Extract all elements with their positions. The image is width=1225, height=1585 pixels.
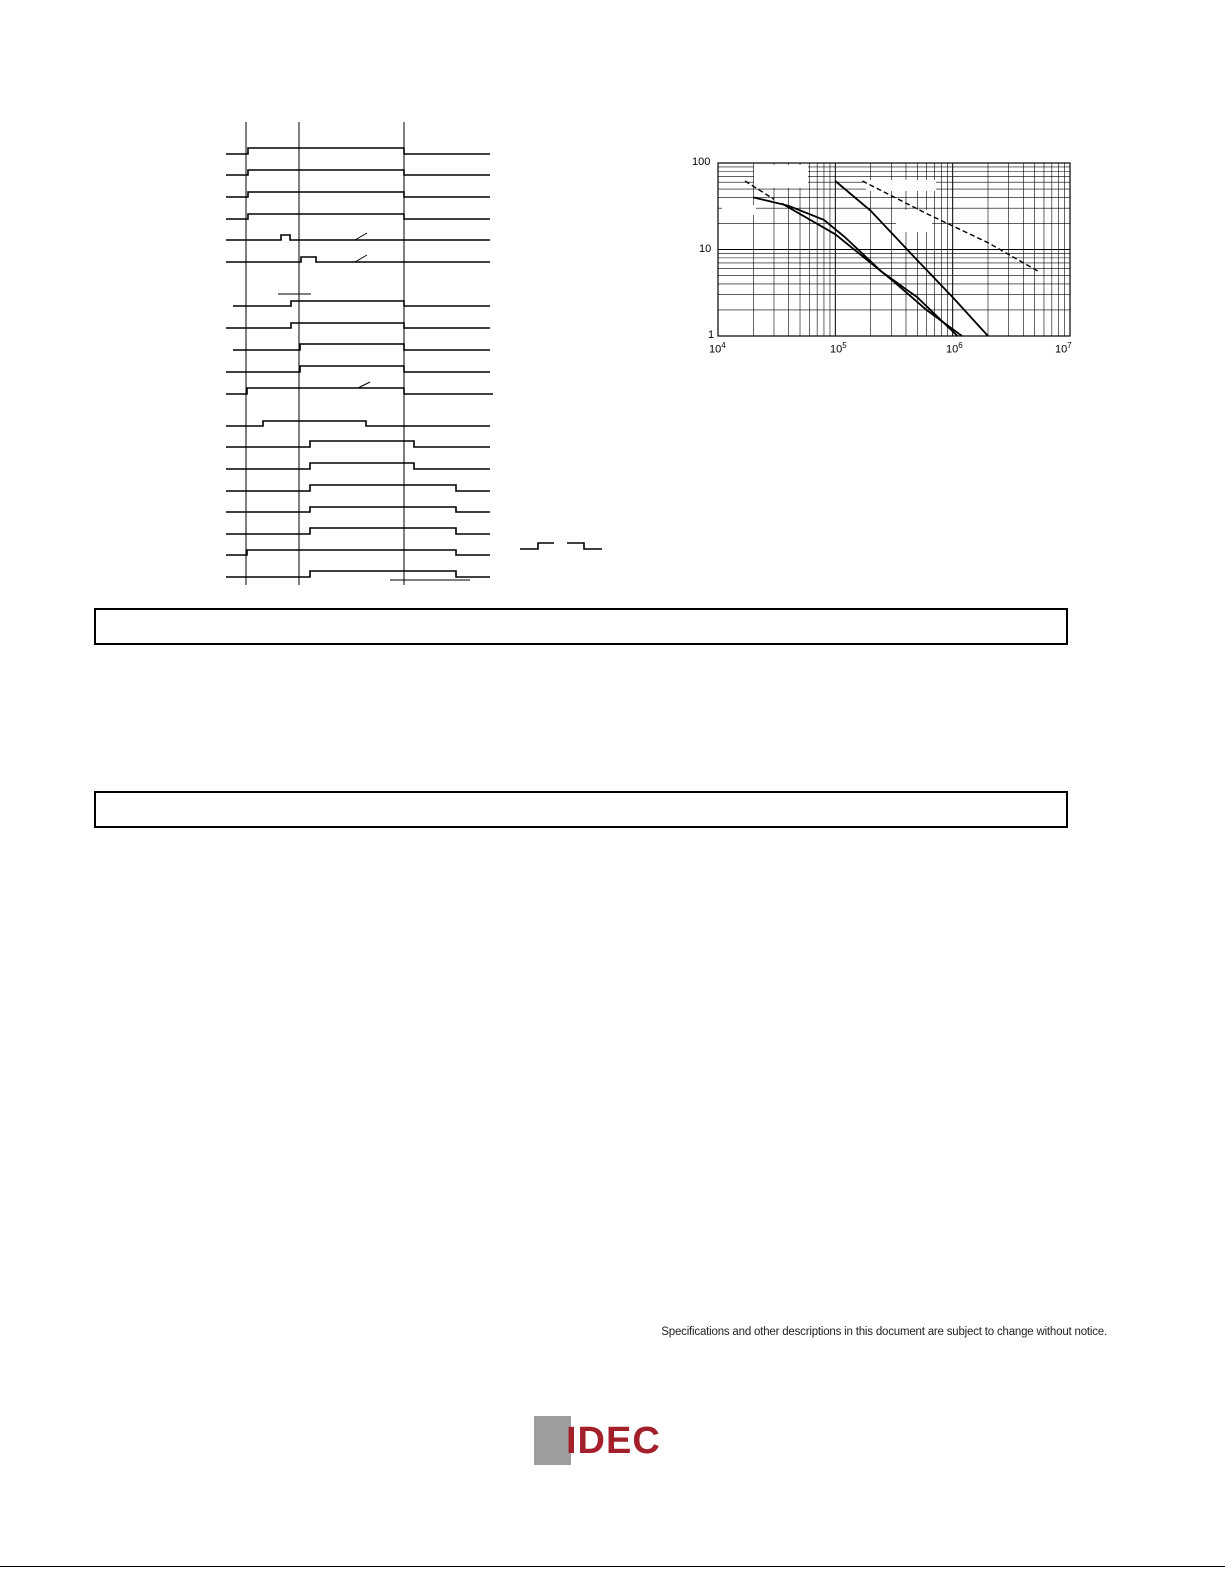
timing-signal: [226, 421, 490, 426]
y-tick-label-10: 10: [699, 243, 712, 255]
x-tick-label-1e5: $10^5$: [830, 341, 847, 356]
life-curve-chart: [0, 0, 1225, 400]
series-line-5: [862, 181, 1039, 272]
y-tick-label-100: 100: [692, 156, 711, 168]
disclaimer-notice: Specifications and other descriptions in this document are subject to change without notice.: [661, 1326, 1107, 1338]
legend-cutout: [722, 205, 756, 215]
legend-cutout: [754, 165, 808, 188]
bottom-rule: [0, 1566, 1225, 1567]
legend-cutout: [896, 210, 932, 232]
pulse-legend-symbol: [520, 543, 554, 549]
timing-signal: [226, 571, 490, 577]
section-box-2: [94, 791, 1068, 828]
logo-wordmark: IDEC: [566, 1420, 661, 1462]
legend-cutout: [866, 180, 936, 191]
timing-signal: [226, 463, 490, 469]
series-line-3: [835, 181, 988, 336]
y-tick-label-1: 1: [708, 329, 715, 341]
x-tick-label-1e7: $10^7$: [1055, 341, 1072, 356]
timing-signal: [226, 507, 490, 512]
x-tick-label-1e6: $10^6$: [946, 341, 963, 356]
timing-signal: [226, 550, 490, 555]
pulse-legend-symbol: [567, 543, 602, 549]
timing-signal: [226, 441, 490, 447]
timing-signal: [226, 485, 490, 491]
section-box-1: [94, 608, 1068, 645]
x-tick-label-1e4: $10^4$: [709, 341, 726, 356]
timing-signal: [226, 528, 490, 534]
